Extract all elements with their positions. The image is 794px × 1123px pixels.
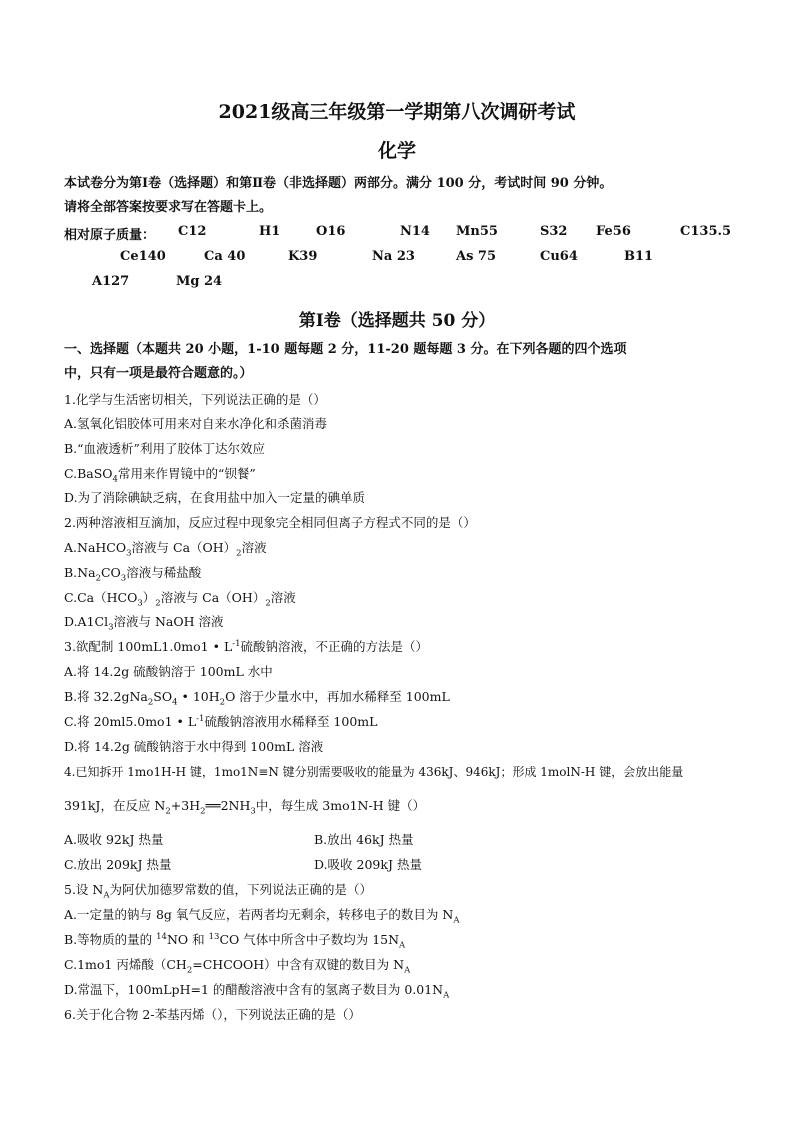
atomic-mass-item: Fe56 [596,224,631,239]
atomic-mass-item: As 75 [456,249,497,264]
atomic-mass-item: H1 [259,224,281,239]
atomic-mass-item: K39 [288,249,318,264]
section-instruction-2: 中，只有一项是最符合题意的。） [64,366,253,381]
atomic-mass-item: Cu64 [540,249,578,264]
atomic-mass-item: O16 [316,224,346,239]
q3-option-d: D.将 14.2g 硫酸钠溶于水中得到 100mL 溶液 [64,739,324,754]
atomic-mass-item: Mg 24 [176,274,223,289]
q1-stem: 1.化学与生活密切相关，下列说法正确的是（） [64,392,326,407]
q2-option-c: $C.Ca(HCO_3)_2$溶液与 $Ca(OH)_2$溶液 [64,590,296,609]
atomic-mass-item: Ca 40 [204,249,246,264]
q6-stem: 6.关于化合物 2-苯基丙烯（），下列说法正确的是（） [64,1007,361,1022]
q1-option-c: C.BaSO$_4$常用来作胃镜中的“钡餐” [64,466,256,485]
q3-option-c: C.将 20ml5.0mo1 • $L^{-1}$硫酸钠溶液用水稀释至 100mL [64,713,378,729]
atomic-mass-item: Ce140 [120,249,166,264]
q2-option-d: $D.A1Cl_3$溶液与 NaOH 溶液 [64,614,224,633]
section-instruction-1: 一、选择题（本题共 20 小题，1-10 题每题 2 分，11-20 题每题 3 分。在下列各题的四个选项 [64,342,627,357]
exam-title: 2021级高三年级第一学期第八次调研考试 [218,101,576,123]
q5-option-b: B.等物质的量的 $^{14}$NO 和 $^{13}$CO 气体中所含中子数均为 $15N_A$ [64,931,406,951]
atomic-mass-item: A127 [92,274,130,289]
q5-option-d: D.常温下，100mLpH=1 的醋酸溶液中含有的氢离子数目为 $0.01N_A$ [64,982,450,1001]
q1-option-b: B.“血液透析”利用了胶体丁达尔效应 [64,441,265,456]
atomic-mass-item: N14 [400,224,430,239]
q4-stem-line-2: 391kJ，在反应 $N_2+3H_2══2NH_3$中，每生成 3mo1N-H 键（） [64,798,426,817]
q4-option-c: C.放出 209kJ 热量 [64,857,172,872]
atomic-mass-item: Mn55 [456,224,498,239]
atomic-mass-label: 相对原子质量： [64,228,156,243]
q5-option-c: C.1mo1 丙烯酸$(CH_2=CHCOOH)$中含有双键的数目为 $N_A$ [64,957,411,976]
q1-option-a: A.氢氧化铝胶体可用来对自来水净化和杀菌消毒 [64,416,328,431]
subject-title: 化学 [377,140,416,162]
q5-stem: 5.设 $N_A$为阿伏加德罗常数的值，下列说法正确的是（） [64,882,372,901]
atomic-mass-item: S32 [540,224,568,239]
intro-line-2: 请将全部答案按要求写在答题卡上。 [64,200,273,215]
q3-stem: 3.欲配制 100mL1.0mo1 • $L^{-1}$硫酸钠溶液，不正确的方法是（） [64,638,429,654]
q4-option-d: D.吸收 209kJ 热量 [314,857,422,872]
atomic-mass-item: C135.5 [680,224,732,239]
atomic-mass-item: C12 [178,224,207,239]
q2-stem: 2.两种溶液相互滴加，反应过程中现象完全相同但离子方程式不同的是（） [64,515,476,530]
q4-stem-line-1: 4.已知拆开 1mo1H-H 键，1mo1N≡N 键分别需要吸收的能量为 436kJ、946kJ；形成 1molN-H 键，会放出能量 [64,765,684,779]
q5-option-a: A.一定量的钠与 8g 氧气反应，若两者均无剩余，转移电子的数目为 $N_A$ [64,907,460,926]
q4-option-a: A.吸收 92kJ 热量 [64,832,164,847]
q2-option-a: A.NaHCO$_3$溶液与 $Ca(OH)_2$溶液 [64,540,267,559]
section-title: 第Ⅰ卷（选择题共 50 分） [298,311,496,331]
q3-option-a: A.将 14.2g 硫酸钠溶于 100mL 水中 [64,664,273,679]
intro-line-1: 本试卷分为第Ⅰ卷（选择题）和第Ⅱ卷（非选择题）两部分。满分 100 分，考试时间 90 分钟。 [64,176,613,191]
atomic-mass-item: Na 23 [372,249,415,264]
q4-option-b: B.放出 46kJ 热量 [314,832,414,847]
atomic-mass-item: B11 [624,249,654,264]
q1-option-d: D.为了消除碘缺乏病，在食用盐中加入一定量的碘单质 [64,490,366,505]
q2-option-b: $B.Na_2CO_3$溶液与稀盐酸 [64,565,202,584]
q3-option-b: B.将 $32.2gNa_2SO_4$ • $10H_2O$ 溶于少量水中，再加水稀释至 100mL [64,689,450,708]
